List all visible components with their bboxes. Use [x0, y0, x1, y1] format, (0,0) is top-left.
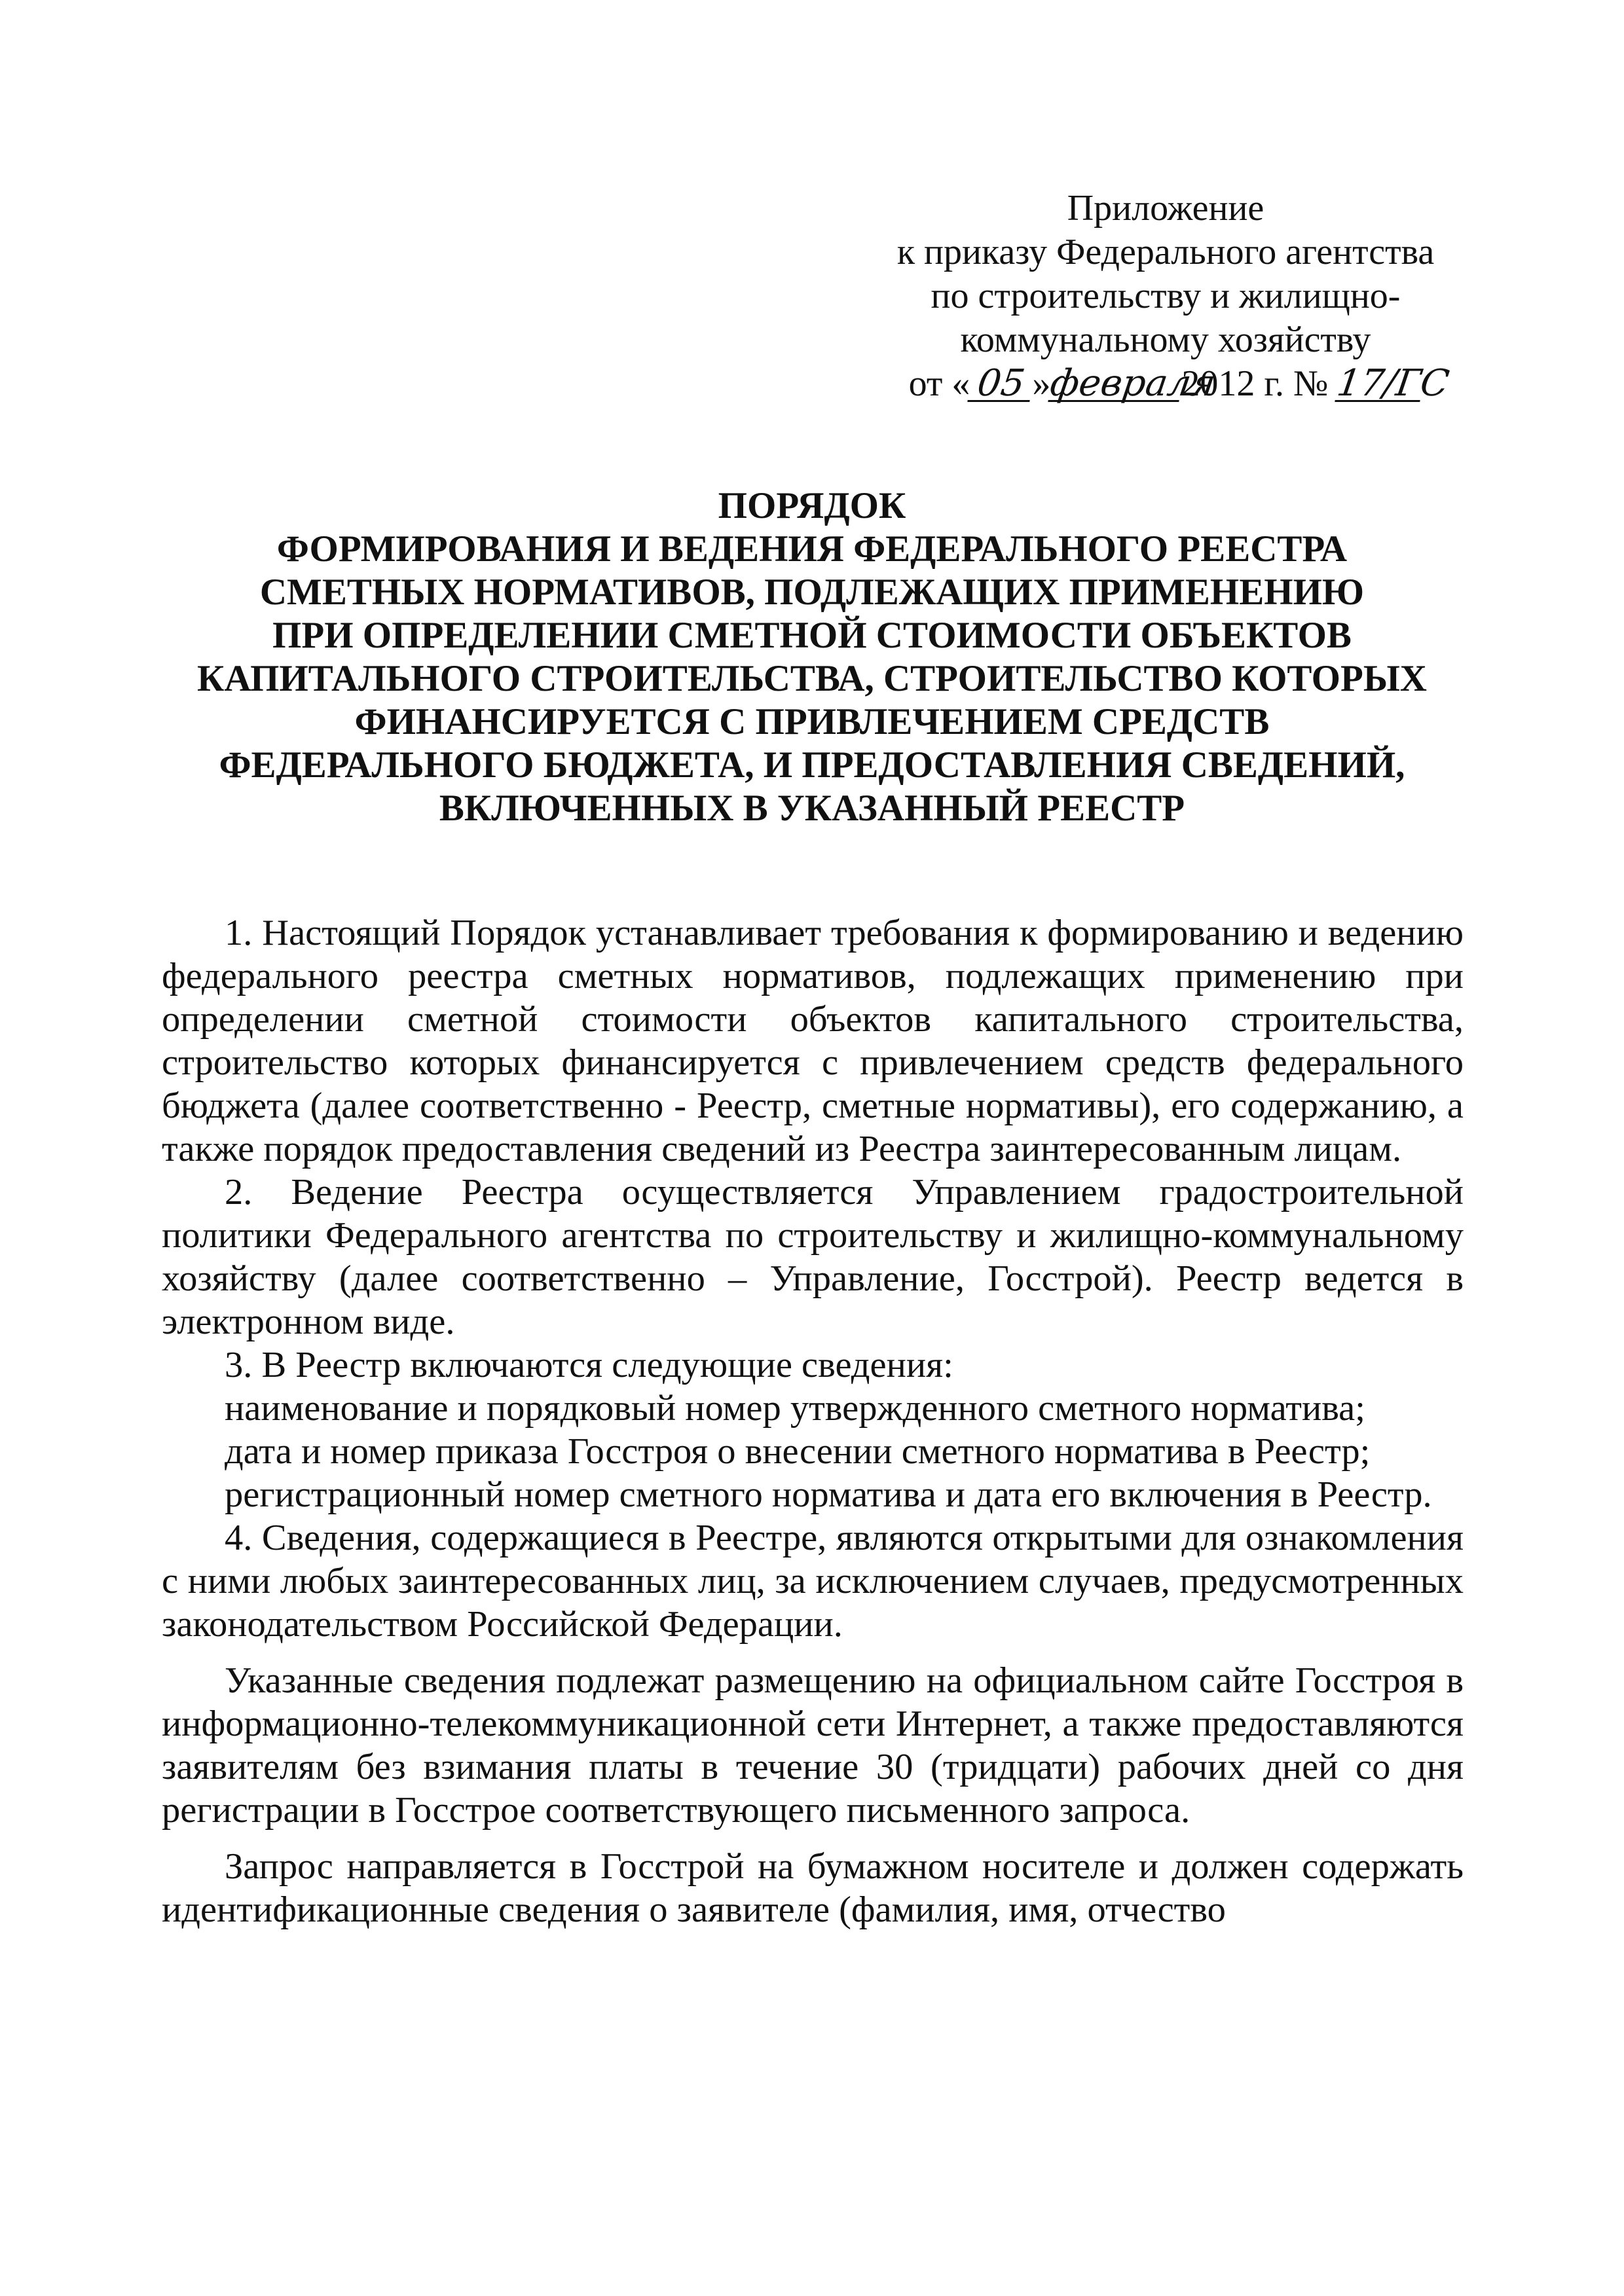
paragraph-3: 3. В Реестр включаются следующие сведения:: [225, 1345, 953, 1385]
title-line: ВКЛЮЧЕННЫХ В УКАЗАННЫЙ РЕЕСТР: [439, 788, 1185, 829]
paragraph-4-request: Запрос направляется в Госстрой на бумажном носителе и должен содержать идентификационные сведения о заявителе (фамилия, имя, отчество: [162, 1846, 1464, 1930]
title-line: КАПИТАЛЬНОГО СТРОИТЕЛЬСТВА, СТРОИТЕЛЬСТВО КОТОРЫХ: [197, 658, 1427, 699]
date-year: 2012 г. №: [1181, 363, 1329, 404]
title-line: ПРИ ОПРЕДЕЛЕНИИ СМЕТНОЙ СТОИМОСТИ ОБЪЕКТОВ: [272, 615, 1352, 656]
appendix-date-line: [851, 362, 1480, 406]
document-body: [162, 911, 1464, 1931]
handwritten-order-number: 17/ГС: [1335, 362, 1452, 405]
title-line: ФОРМИРОВАНИЯ И ВЕДЕНИЯ ФЕДЕРАЛЬНОГО РЕЕСТРА: [276, 528, 1348, 570]
document-title: [151, 484, 1473, 830]
title-line: СМЕТНЫХ НОРМАТИВОВ, ПОДЛЕЖАЩИХ ПРИМЕНЕНИЮ: [259, 572, 1365, 613]
paragraph-3-item-3: регистрационный номер сметного норматива и дата его включения в Реестр.: [225, 1474, 1432, 1515]
appendix-agency-line-2: коммунальному хозяйству: [960, 319, 1371, 360]
handwritten-month: февраля: [1048, 362, 1219, 405]
appendix-agency-line: по строительству и жилищно-: [931, 276, 1401, 316]
handwritten-day: 05: [968, 367, 1035, 402]
paragraph-3-item-1: наименование и порядковый номер утвержденного сметного норматива;: [225, 1388, 1365, 1429]
title-line: ФИНАНСИРУЕТСЯ С ПРИВЛЕЧЕНИЕМ СРЕДСТВ: [354, 701, 1270, 742]
date-separator: »: [1032, 363, 1051, 404]
title-line: ПОРЯДОК: [718, 485, 906, 526]
paragraph-4: 4. Сведения, содержащиеся в Реестре, являются открытыми для ознакомления с ними любых заинтересованных лиц, за исключением случаев, предусмотренных законодательством Российской Федерации.: [162, 1518, 1464, 1645]
paragraph-2: 2. Ведение Реестра осуществляется Управлением градостроительной политики Федерального агентства по строительству и жилищно-коммунальному хозяйству (далее соответственно – Управление, Госстрой). Реестр ведется в электронном виде.: [162, 1172, 1464, 1342]
paragraph-3-item-2: дата и номер приказа Госстроя о внесении сметного норматива в Реестр;: [225, 1431, 1371, 1472]
appendix-block: [851, 187, 1480, 406]
title-line: ФЕДЕРАЛЬНОГО БЮДЖЕТА, И ПРЕДОСТАВЛЕНИЯ СВЕДЕНИЙ,: [219, 744, 1405, 786]
paragraph-4-publication: Указанные сведения подлежат размещению на официальном сайте Госстроя в информационно-телекоммуникационной сети Интернет, а также предоставляются заявителям без взимания платы в течение 30 (тридцати) рабочих дней со дня регистрации в Госстрое соответствующего письменного запроса.: [162, 1660, 1464, 1831]
paragraph-1: 1. Настоящий Порядок устанавливает требования к формированию и ведению федерального реестра сметных нормативов, подлежащих применению при определении сметной стоимости объектов капитального строительства, строительство которых финансируется с привлечением средств федерального бюджета (далее соответственно - Реестр, сметные нормативы), его содержанию, а также порядок предоставления сведений из Реестра заинтересованным лицам.: [162, 913, 1464, 1169]
appendix-order-line: к приказу Федерального агентства: [896, 232, 1435, 272]
date-prefix: от «: [908, 363, 970, 404]
appendix-heading: Приложение: [1067, 188, 1264, 228]
